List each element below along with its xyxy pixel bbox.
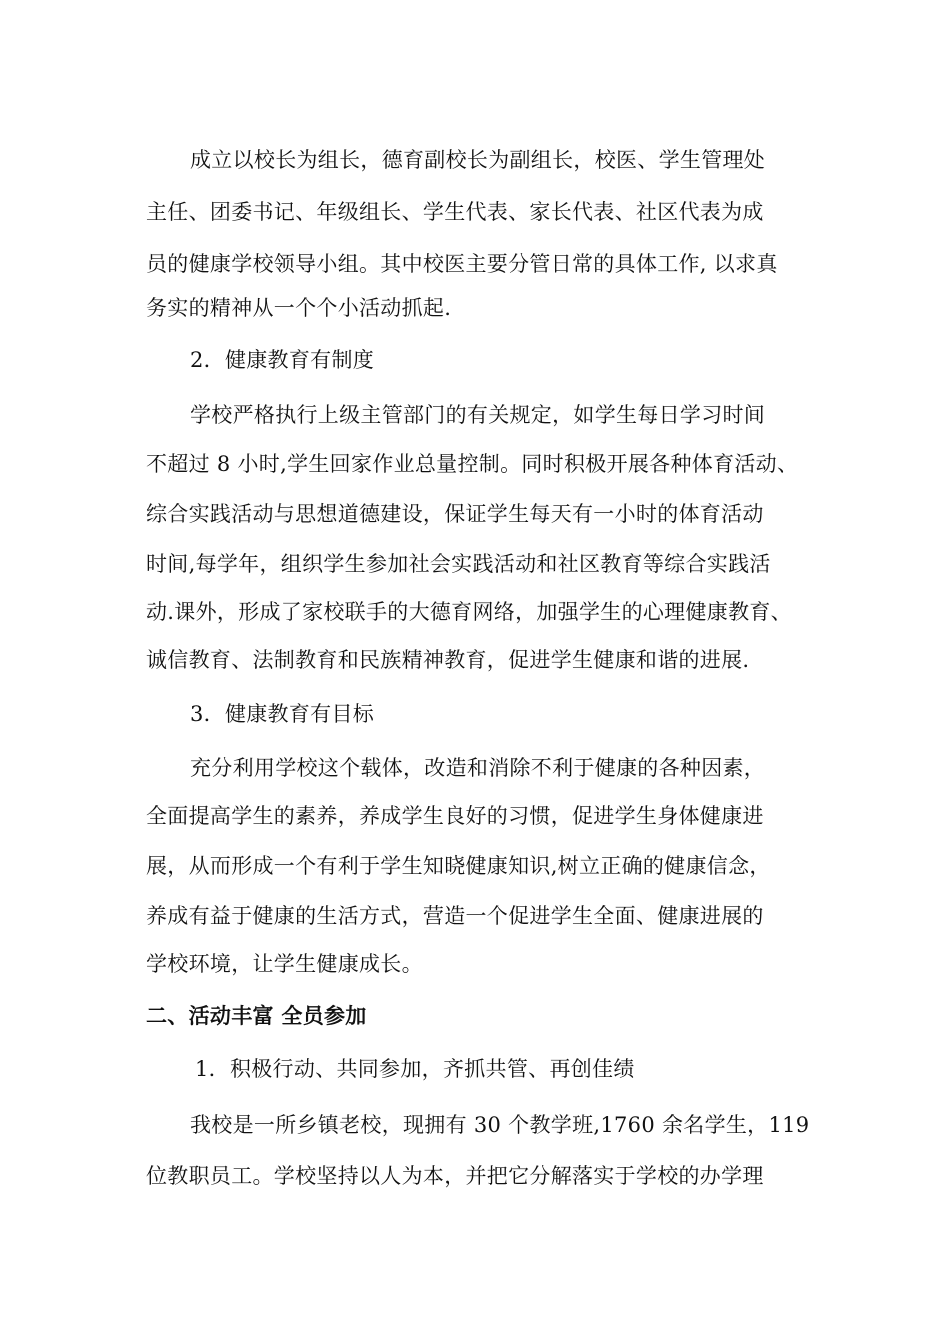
paragraph-line: 主任、团委书记、年级组长、学生代表、家长代表、社区代表为成 [146,200,764,224]
paragraph-line: 动.课外，形成了家校联手的大德育网络，加强学生的心理健康教育、 [146,600,792,624]
paragraph-line: 员的健康学校领导小组。其中校医主要分管日常的具体工作, 以求真 [146,252,778,276]
paragraph-line: 务实的精神从一个个小活动抓起. [146,296,452,320]
paragraph-line: 养成有益于健康的生活方式，营造一个促进学生全面、健康进展的 [146,904,764,928]
paragraph-line: 综合实践活动与思想道德建设，保证学生每天有一小时的体育活动 [146,502,764,526]
section-subheading: 3．健康教育有目标 [190,702,375,726]
paragraph-line: 成立以校长为组长，德育副校长为副组长，校医、学生管理处 [190,148,766,172]
paragraph-line: 位教职员工。学校坚持以人为本，并把它分解落实于学校的办学理 [146,1164,764,1188]
paragraph-line: 不超过 8 小时,学生回家作业总量控制。同时积极开展各种体育活动、 [146,452,799,476]
paragraph-line: 诚信教育、法制教育和民族精神教育，促进学生健康和谐的进展. [146,648,750,672]
paragraph-line: 学校环境，让学生健康成长。 [146,952,423,976]
paragraph-line: 我校是一所乡镇老校，现拥有 30 个教学班,1760 余名学生，119 [190,1113,810,1137]
paragraph-line: 全面提高学生的素养，养成学生良好的习惯，促进学生身体健康进 [146,804,764,828]
section-heading: 二、活动丰富 全员参加 [146,1004,367,1028]
section-subheading: 1．积极行动、共同参加，齐抓共管、再创佳绩 [195,1057,635,1081]
paragraph-line: 时间,每学年，组织学生参加社会实践活动和社区教育等综合实践活 [146,552,771,576]
paragraph-line: 充分利用学校这个载体，改造和消除不利于健康的各种因素， [190,756,766,780]
paragraph-line: 展，从而形成一个有利于学生知晓健康知识,树立正确的健康信念， [146,854,771,878]
section-subheading: 2．健康教育有制度 [190,348,375,372]
paragraph-line: 学校严格执行上级主管部门的有关规定，如学生每日学习时间 [190,403,766,427]
